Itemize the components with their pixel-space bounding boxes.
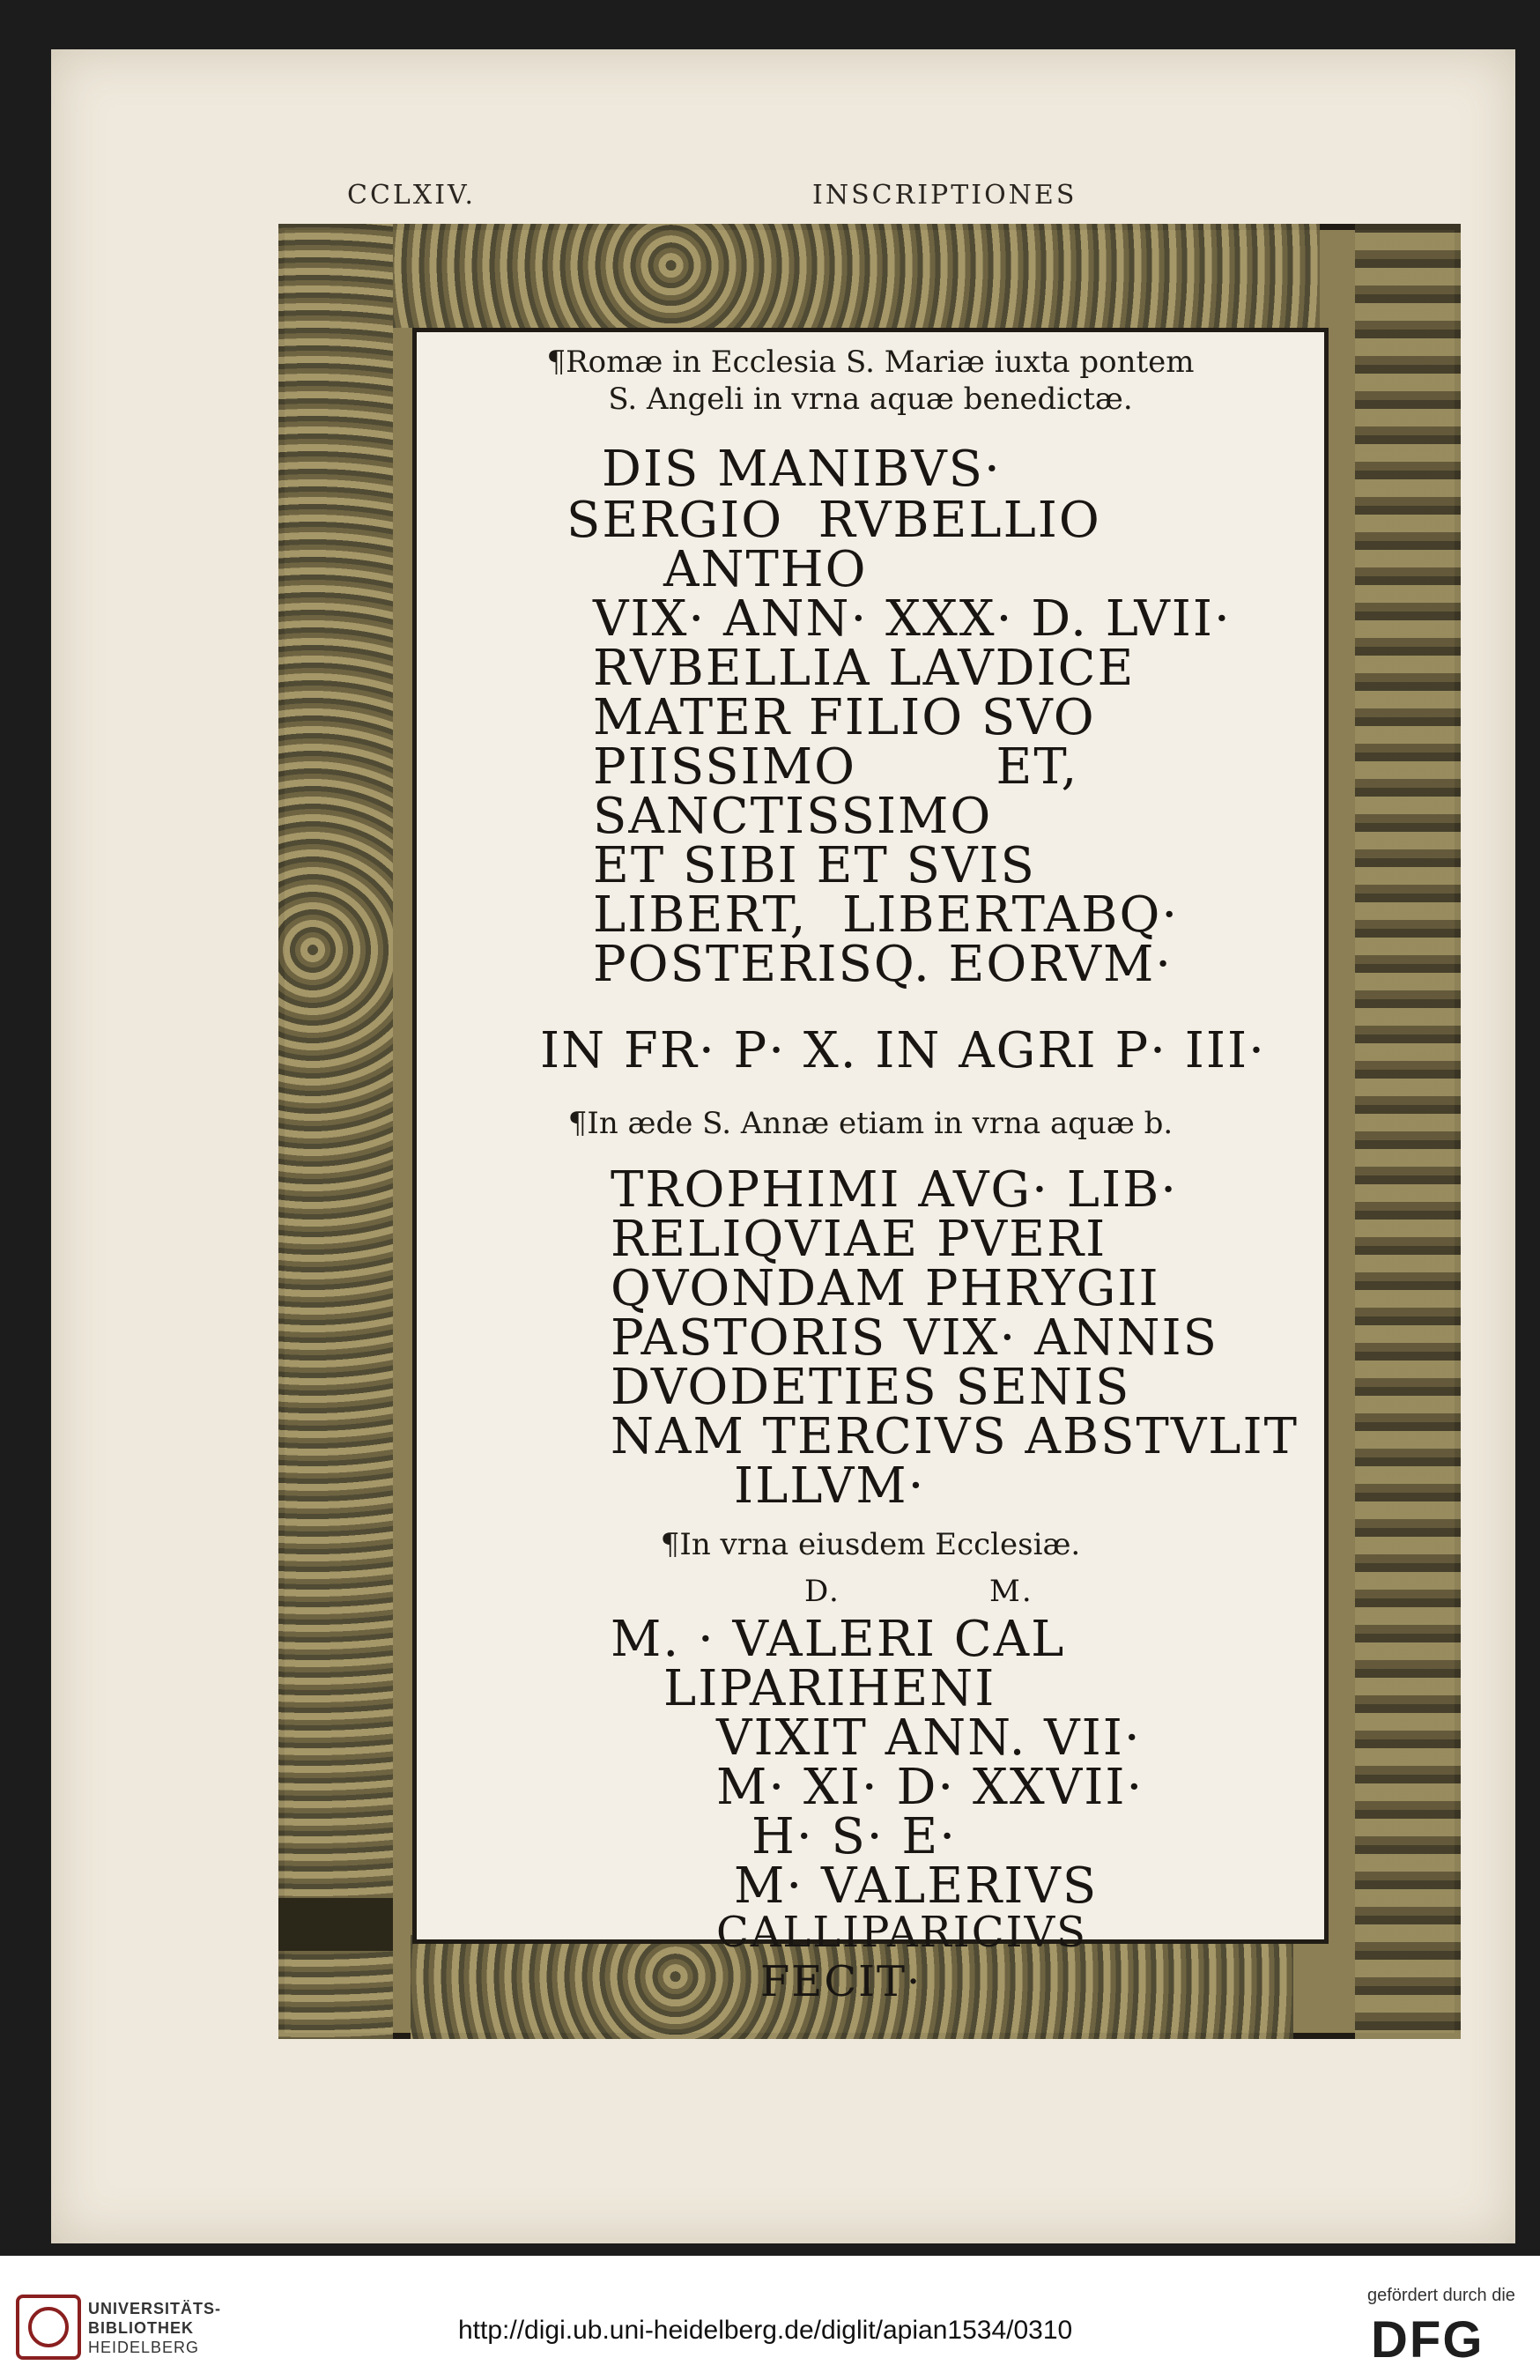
inscription-1-line: DIS MANIBVS· bbox=[602, 441, 1002, 498]
inscription-1-line: VIX· ANN· XXX· D. LVII· bbox=[593, 590, 1232, 648]
inscription-1-line: LIBERT, LIBERTABQ· bbox=[593, 886, 1180, 944]
inscription-2-line: RELIQVIAE PVERI bbox=[611, 1211, 1107, 1268]
woodcut-frame bbox=[278, 224, 1461, 2039]
inscription-1-line: RVBELLIA LAVDICE bbox=[593, 640, 1136, 697]
inscription-1-line: SERGIO RVBELLIO bbox=[566, 492, 1101, 549]
inscription-3-line: M· XI· D· XXVII· bbox=[716, 1759, 1144, 1816]
inscription-1-footer: IN FR· P· X. IN AGRI P· III· bbox=[540, 1022, 1266, 1079]
inscription-2-line: DVODETIES SENIS bbox=[611, 1359, 1131, 1416]
inscription-3-line: FECIT· bbox=[760, 1957, 922, 2006]
inscription-1-line: MATER FILIO SVO bbox=[593, 689, 1096, 746]
library-name-line-1: UNIVERSITÄTS- bbox=[88, 2300, 222, 2317]
inscription-2-line: QVONDAM PHRYGII bbox=[611, 1260, 1160, 1317]
dfg-logo: DFG bbox=[1371, 2311, 1484, 2369]
funding-note: gefördert durch die bbox=[1367, 2286, 1515, 2305]
dis-manibus-d: D. bbox=[804, 1574, 840, 1609]
inscription-2-line: PASTORIS VIX· ANNIS bbox=[611, 1309, 1219, 1367]
rubric-2: ¶In æde S. Annæ etiam in vrna aquæ b. bbox=[567, 1106, 1174, 1141]
rubric-3: ¶In vrna eiusdem Ecclesiæ. bbox=[660, 1527, 1081, 1562]
inscription-1-line: PIISSIMO ET, bbox=[593, 738, 1079, 796]
inscription-1-line: POSTERISQ. EORVM· bbox=[593, 936, 1174, 993]
inscription-1-line: SANCTISSIMO bbox=[593, 788, 993, 845]
library-seal-icon bbox=[16, 2295, 81, 2360]
rubric-1-line-1: ¶Romæ in Ecclesia S. Mariæ iuxta pontem bbox=[546, 345, 1195, 380]
viewer-footer bbox=[0, 2256, 1540, 2380]
inscription-3-line: VIXIT ANN. VII· bbox=[716, 1709, 1142, 1767]
permalink-url[interactable]: http://digi.ub.uni-heidelberg.de/diglit/apian1534/0310 bbox=[458, 2316, 1073, 2345]
dis-manibus-m: M. bbox=[989, 1574, 1033, 1609]
inscription-2-line: ILLVM· bbox=[734, 1457, 926, 1515]
top-frieze-ornament bbox=[393, 224, 1320, 328]
running-title: INSCRIPTIONES bbox=[812, 180, 1077, 211]
inscription-3-line: H· S· E· bbox=[751, 1808, 958, 1865]
inscription-2-line: TROPHIMI AVG· LIB· bbox=[611, 1161, 1179, 1219]
inscription-2-line: NAM TERCIVS ABSTVLIT bbox=[611, 1408, 1299, 1465]
folio-number: CCLXIV. bbox=[347, 180, 476, 211]
right-pillar-ornament bbox=[1355, 224, 1461, 2039]
library-name-line-2: BIBLIOTHEK bbox=[88, 2319, 194, 2337]
book-page bbox=[51, 49, 1515, 2243]
rubric-1-line-2: S. Angeli in vrna aquæ benedictæ. bbox=[608, 382, 1133, 417]
inscription-1-line: ET SIBI ET SVIS bbox=[593, 837, 1036, 894]
inscription-3-line: M· VALERIVS bbox=[734, 1857, 1099, 1915]
library-name-line-3: HEIDELBERG bbox=[88, 2339, 200, 2356]
inscription-3-line: M. · VALERI CAL bbox=[611, 1611, 1066, 1668]
inscription-1-line: ANTHO bbox=[663, 541, 868, 598]
left-pillar-base bbox=[278, 1898, 393, 1951]
text-panel bbox=[412, 328, 1329, 2006]
inscription-3-line: CALLIPARICIVS bbox=[716, 1908, 1087, 1957]
inscription-3-line: LIPARIHENI bbox=[663, 1660, 996, 1717]
left-pillar-ornament bbox=[278, 224, 393, 2039]
